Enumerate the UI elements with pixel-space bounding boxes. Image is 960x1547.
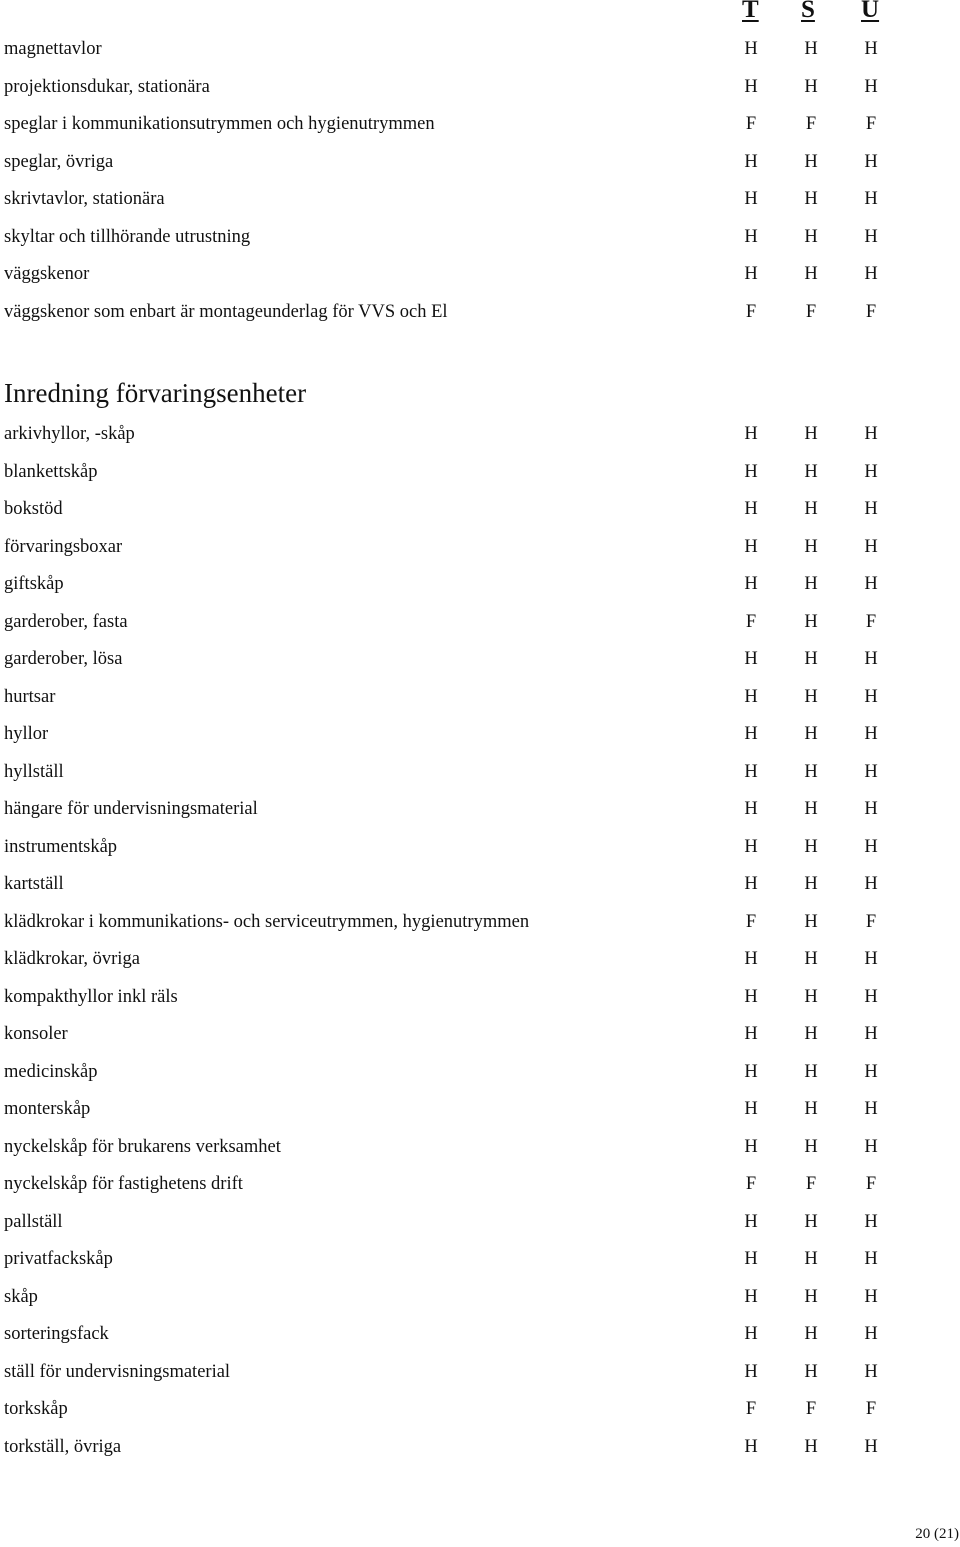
- value-t: H: [744, 499, 758, 519]
- value-t: H: [744, 874, 758, 894]
- table-row: [0, 1399, 960, 1436]
- value-u: F: [865, 911, 877, 932]
- value-t: H: [744, 1061, 758, 1082]
- table-row: [0, 114, 960, 151]
- table-row: [0, 1287, 960, 1324]
- table-row: [0, 39, 960, 76]
- value-t: H: [744, 799, 758, 819]
- value-s: F: [805, 301, 817, 322]
- row-label: skrivtavlor, stationära: [4, 189, 165, 209]
- row-label: sorteringsfack: [4, 1324, 109, 1344]
- row-label: hurtsar: [4, 686, 56, 707]
- table-row: [0, 537, 960, 574]
- value-s: H: [804, 1249, 818, 1269]
- column-header-u: U: [861, 0, 880, 23]
- row-label: väggskenor som enbart är montageunderlag för VVS och El: [4, 301, 448, 322]
- value-s: H: [804, 1061, 818, 1082]
- table-row: [0, 574, 960, 611]
- value-u: H: [864, 151, 878, 172]
- value-s: H: [804, 911, 818, 932]
- value-s: H: [804, 799, 818, 819]
- value-t: F: [745, 1399, 757, 1419]
- table-row: [0, 987, 960, 1024]
- table-row: [0, 499, 960, 536]
- table-row: [0, 1099, 960, 1136]
- table-row: [0, 912, 960, 949]
- table-row: [0, 612, 960, 649]
- value-t: F: [745, 114, 757, 134]
- value-u: H: [864, 189, 878, 209]
- value-u: H: [864, 1211, 878, 1232]
- value-t: H: [744, 1324, 758, 1344]
- value-u: H: [864, 1286, 878, 1307]
- value-t: H: [744, 724, 758, 744]
- value-u: H: [864, 836, 878, 857]
- table-row: [0, 424, 960, 461]
- table-row: [0, 1062, 960, 1099]
- value-u: F: [865, 1174, 877, 1194]
- value-t: H: [744, 1211, 758, 1232]
- value-t: H: [744, 649, 758, 669]
- value-u: H: [864, 874, 878, 894]
- value-s: H: [804, 1361, 818, 1382]
- value-s: H: [804, 1024, 818, 1044]
- row-label: arkivhyllor, -skåp: [4, 424, 135, 444]
- table-row: [0, 264, 960, 301]
- value-t: H: [744, 1361, 758, 1382]
- value-s: H: [804, 461, 818, 482]
- table-row: [0, 1212, 960, 1249]
- value-s: H: [804, 499, 818, 519]
- row-label: förvaringsboxar: [4, 536, 123, 557]
- table-row: [0, 302, 960, 339]
- value-u: H: [864, 761, 878, 782]
- table-row: [0, 799, 960, 836]
- value-s: H: [804, 574, 818, 594]
- value-t: H: [744, 424, 758, 444]
- row-label: magnettavlor: [4, 39, 102, 59]
- value-u: H: [864, 949, 878, 969]
- value-u: H: [864, 1249, 878, 1269]
- value-s: F: [805, 1174, 817, 1194]
- value-s: H: [804, 1286, 818, 1307]
- row-label: garderober, fasta: [4, 611, 128, 632]
- value-u: H: [864, 536, 878, 557]
- value-s: F: [805, 114, 817, 134]
- value-t: H: [744, 151, 758, 172]
- row-label: pallställ: [4, 1211, 63, 1232]
- value-t: H: [744, 76, 758, 97]
- row-label: torkskåp: [4, 1399, 68, 1419]
- value-u: H: [864, 1024, 878, 1044]
- page-number: 20 (21): [915, 1526, 959, 1542]
- value-s: H: [804, 611, 818, 632]
- value-u: H: [864, 461, 878, 482]
- value-s: H: [804, 836, 818, 857]
- value-u: F: [865, 611, 877, 632]
- value-t: H: [744, 686, 758, 707]
- value-u: H: [864, 799, 878, 819]
- column-header-t: T: [742, 0, 759, 23]
- value-u: F: [865, 114, 877, 134]
- value-u: H: [864, 986, 878, 1007]
- value-t: H: [744, 836, 758, 857]
- value-t: H: [744, 1436, 758, 1457]
- value-t: H: [744, 1136, 758, 1157]
- row-label: monterskåp: [4, 1099, 91, 1119]
- value-s: H: [804, 986, 818, 1007]
- value-t: H: [744, 189, 758, 209]
- row-label: medicinskåp: [4, 1061, 98, 1082]
- value-t: F: [745, 301, 757, 322]
- value-t: H: [744, 761, 758, 782]
- table-row: [0, 1362, 960, 1399]
- section-title: Inredning förvaringsenheter: [4, 378, 307, 408]
- value-u: H: [864, 1136, 878, 1157]
- value-t: H: [744, 536, 758, 557]
- value-u: H: [864, 499, 878, 519]
- value-s: H: [804, 76, 818, 97]
- row-label: bokstöd: [4, 499, 63, 519]
- value-u: H: [864, 649, 878, 669]
- value-s: H: [804, 226, 818, 247]
- table-row: [0, 152, 960, 189]
- value-s: H: [804, 424, 818, 444]
- value-t: H: [744, 226, 758, 247]
- table-row: [0, 687, 960, 724]
- table-row: [0, 1024, 960, 1061]
- value-u: H: [864, 1324, 878, 1344]
- value-u: H: [864, 1061, 878, 1082]
- value-u: H: [864, 1361, 878, 1382]
- table-row: [0, 462, 960, 499]
- row-label: väggskenor: [4, 264, 90, 284]
- row-label: blankettskåp: [4, 461, 98, 482]
- table-row: [0, 1137, 960, 1174]
- row-label: torkställ, övriga: [4, 1436, 122, 1457]
- value-u: H: [864, 686, 878, 707]
- value-s: H: [804, 1136, 818, 1157]
- table-row: [0, 77, 960, 114]
- table-row: [0, 1324, 960, 1361]
- table-row: [0, 874, 960, 911]
- value-u: H: [864, 39, 878, 59]
- table-row: [0, 1249, 960, 1286]
- value-u: F: [865, 1399, 877, 1419]
- value-u: H: [864, 424, 878, 444]
- value-t: H: [744, 264, 758, 284]
- value-s: H: [804, 724, 818, 744]
- value-s: H: [804, 761, 818, 782]
- value-s: H: [804, 1211, 818, 1232]
- value-s: H: [804, 1436, 818, 1457]
- value-u: H: [864, 226, 878, 247]
- table-row: [0, 1174, 960, 1211]
- value-s: H: [804, 686, 818, 707]
- row-label: konsoler: [4, 1024, 68, 1044]
- row-label: nyckelskåp för fastighetens drift: [4, 1174, 243, 1194]
- row-label: hängare för undervisningsmaterial: [4, 799, 258, 819]
- row-label: nyckelskåp för brukarens verksamhet: [4, 1136, 281, 1157]
- row-label: projektionsdukar, stationära: [4, 76, 210, 97]
- value-u: H: [864, 574, 878, 594]
- value-s: H: [804, 151, 818, 172]
- table-row: [0, 762, 960, 799]
- value-s: H: [804, 949, 818, 969]
- row-label: hyllor: [4, 724, 49, 744]
- row-label: kompakthyllor inkl räls: [4, 986, 178, 1007]
- value-u: H: [864, 264, 878, 284]
- value-t: F: [745, 1174, 757, 1194]
- value-u: H: [864, 1099, 878, 1119]
- value-t: H: [744, 461, 758, 482]
- table-row: [0, 1437, 960, 1474]
- value-s: H: [804, 264, 818, 284]
- row-label: kartställ: [4, 874, 64, 894]
- column-header-s: S: [801, 0, 815, 23]
- value-s: H: [804, 649, 818, 669]
- row-label: klädkrokar, övriga: [4, 949, 140, 969]
- row-label: hyllställ: [4, 761, 64, 782]
- row-label: giftskåp: [4, 574, 64, 594]
- row-label: privatfackskåp: [4, 1249, 113, 1269]
- row-label: garderober, lösa: [4, 649, 123, 669]
- value-u: H: [864, 76, 878, 97]
- value-t: H: [744, 949, 758, 969]
- row-label: ställ för undervisningsmaterial: [4, 1361, 231, 1382]
- value-t: F: [745, 911, 757, 932]
- value-t: H: [744, 39, 758, 59]
- value-u: H: [864, 1436, 878, 1457]
- table-row: [0, 227, 960, 264]
- table-row: [0, 949, 960, 986]
- value-u: H: [864, 724, 878, 744]
- table-row: [0, 189, 960, 226]
- table-row: [0, 649, 960, 686]
- value-t: H: [744, 574, 758, 594]
- row-label: speglar, övriga: [4, 151, 114, 172]
- table-row: [0, 837, 960, 874]
- table-row: [0, 724, 960, 761]
- row-label: klädkrokar i kommunikations- och serviceutrymmen, hygienutrymmen: [4, 911, 530, 932]
- row-label: speglar i kommunikationsutrymmen och hygienutrymmen: [4, 114, 435, 134]
- value-t: H: [744, 1286, 758, 1307]
- value-s: H: [804, 1099, 818, 1119]
- value-t: H: [744, 986, 758, 1007]
- row-label: skyltar och tillhörande utrustning: [4, 226, 251, 247]
- value-s: H: [804, 39, 818, 59]
- value-t: H: [744, 1024, 758, 1044]
- value-t: H: [744, 1099, 758, 1119]
- value-s: H: [804, 874, 818, 894]
- value-t: H: [744, 1249, 758, 1269]
- row-label: instrumentskåp: [4, 836, 118, 857]
- value-u: F: [865, 301, 877, 322]
- row-label: skåp: [4, 1286, 38, 1307]
- value-s: H: [804, 536, 818, 557]
- value-s: F: [805, 1399, 817, 1419]
- value-t: F: [745, 611, 757, 632]
- value-s: H: [804, 1324, 818, 1344]
- value-s: H: [804, 189, 818, 209]
